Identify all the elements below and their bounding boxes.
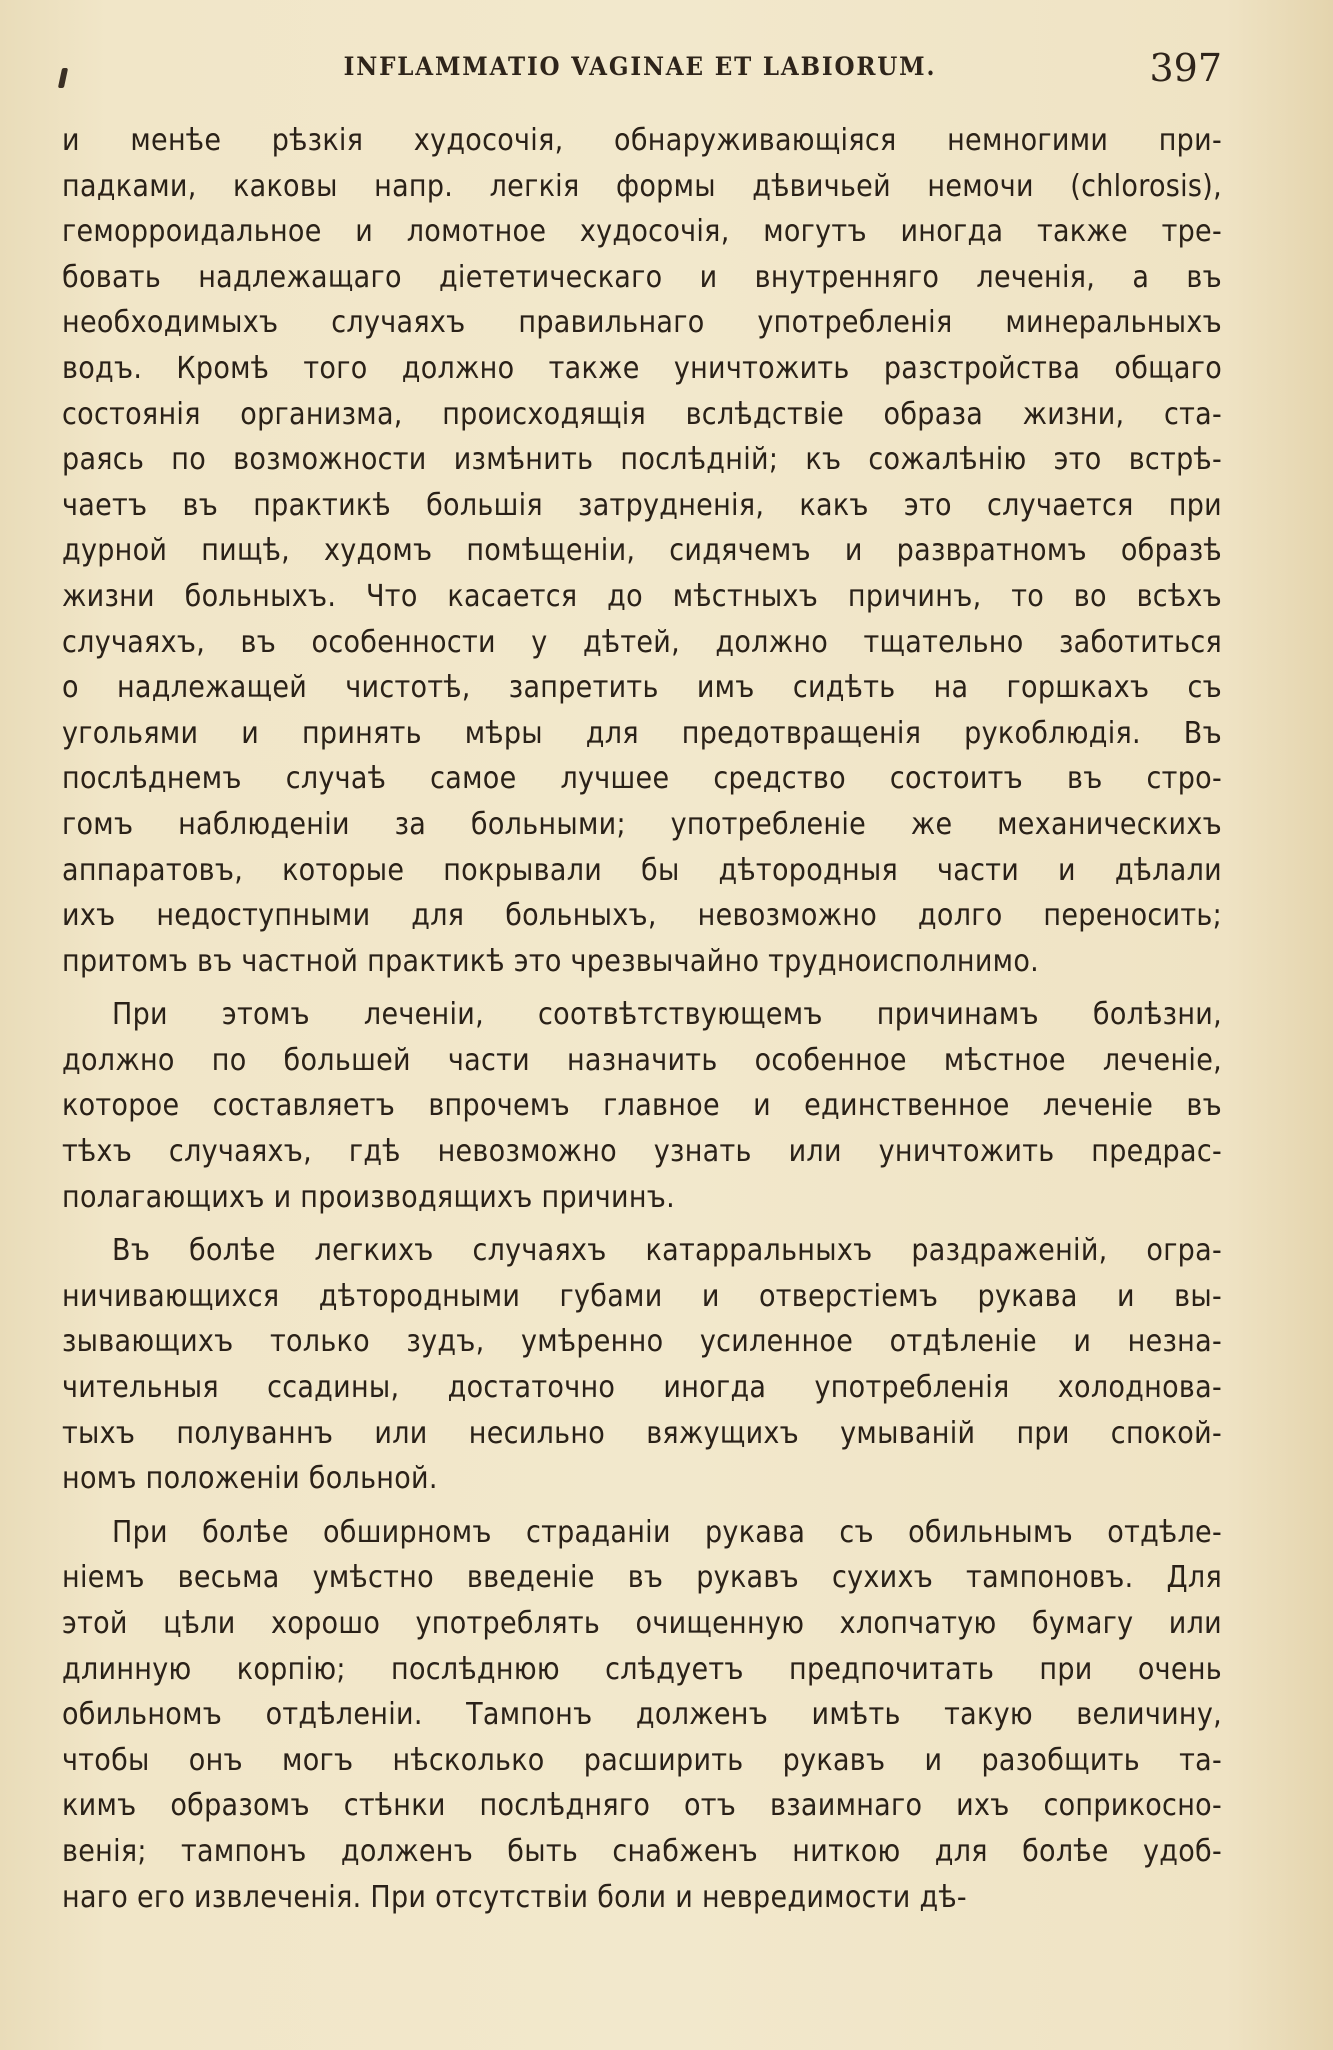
text-line: Въ болѣе легкихъ случаяхъ катарральныхъ раздраженій, огра- xyxy=(112,1233,1222,1269)
text-line: и менѣе рѣзкія худосочія, обнаруживающіяся немногими при- xyxy=(62,123,1222,158)
text-line: чтобы онъ могъ нѣсколько расширить рукавъ и разобщить та- xyxy=(62,1742,1222,1778)
text-line: аппаратовъ, которые покрывали бы дѣтородныя части и дѣлали xyxy=(62,852,1222,888)
text-line: номъ положеніи больной. xyxy=(62,1461,438,1497)
text-line: тыхъ полуваннъ или несильно вяжущихъ умываній при спокой- xyxy=(62,1415,1222,1451)
text-line: притомъ въ частной практикѣ это чрезвычайно трудноисполнимо. xyxy=(62,943,1040,979)
paragraph xyxy=(62,118,1222,984)
paragraph-gap xyxy=(62,1220,1222,1228)
text-line: геморроидальное и ломотное худосочія, могутъ иногда также тре- xyxy=(62,214,1222,250)
text-line: При этомъ леченіи, соотвѣтствующемъ причинамъ болѣзни, xyxy=(112,997,1222,1033)
text-line: случаяхъ, въ особенности у дѣтей, должно тщательно заботиться xyxy=(62,624,1222,660)
text-line: тѣхъ случаяхъ, гдѣ невозможно узнать или уничтожить предрас- xyxy=(62,1134,1222,1170)
text-line: необходимыхъ случаяхъ правильнаго употребленія минеральныхъ xyxy=(62,305,1222,341)
text-line: наго его извлеченія. При отсутствіи боли и невредимости дѣ- xyxy=(62,1879,967,1915)
text-line: жизни больныхъ. Что касается до мѣстныхъ причинъ, то во всѣхъ xyxy=(62,578,1222,614)
running-header xyxy=(60,46,1220,96)
ink-mark xyxy=(58,68,68,88)
text-line: полагающихъ и производящихъ причинъ. xyxy=(62,1179,676,1215)
text-line: раясь по возможности измѣнить послѣдній; къ сожалѣнію это встрѣ- xyxy=(62,442,1222,478)
text-line: водъ. Кромѣ того должно также уничтожить разстройства общаго xyxy=(62,350,1222,386)
text-line: о надлежащей чистотѣ, запретить имъ сидѣть на горшкахъ съ xyxy=(62,670,1222,706)
text-line: ихъ недоступными для больныхъ, невозможно долго переносить; xyxy=(62,898,1222,934)
paragraph xyxy=(62,992,1222,1220)
text-line: которое составляетъ впрочемъ главное и единственное леченіе въ xyxy=(62,1088,1222,1124)
text-line: бовать надлежащаго діететическаго и внутренняго леченія, а въ xyxy=(62,259,1222,295)
text-line: угольями и принять мѣры для предотвращенія рукоблюдія. Въ xyxy=(62,715,1222,751)
text-line: состоянія организма, происходящія вслѣдствіе образа жизни, ста- xyxy=(62,396,1222,432)
paragraph xyxy=(62,1510,1222,1920)
paragraph-gap xyxy=(62,1502,1222,1510)
text-line: послѣднемъ случаѣ самое лучшее средство состоитъ въ стро- xyxy=(62,761,1222,797)
text-line: падками, каковы напр. легкія формы дѣвичьей немочи (chlorosis), xyxy=(62,168,1222,204)
paragraph-gap xyxy=(62,984,1222,992)
text-line: этой цѣли хорошо употреблять очищенную хлопчатую бумагу или xyxy=(62,1606,1222,1641)
text-line: кимъ образомъ стѣнки послѣдняго отъ взаимнаго ихъ соприкосно- xyxy=(62,1788,1222,1824)
page-number: 397 xyxy=(1149,46,1222,90)
text-line: чаетъ въ практикѣ большія затрудненія, какъ это случается при xyxy=(62,487,1222,523)
text-line: гомъ наблюденіи за больными; употребленіе же механическихъ xyxy=(62,806,1222,842)
paragraph xyxy=(62,1228,1222,1502)
text-line: должно по большей части назначить особенное мѣстное леченіе, xyxy=(62,1042,1222,1078)
text-line: длинную корпію; послѣднюю слѣдуетъ предпочитать при очень xyxy=(62,1651,1222,1687)
text-line: чительныя ссадины, достаточно иногда употребленія холоднова- xyxy=(62,1370,1222,1406)
text-line: дурной пищѣ, худомъ помѣщеніи, сидячемъ и развратномъ образѣ xyxy=(62,533,1222,569)
text-line: обильномъ отдѣленіи. Тампонъ долженъ имѣть такую величину, xyxy=(62,1697,1222,1733)
text-line: ничивающихся дѣтородными губами и отверстіемъ рукава и вы- xyxy=(62,1278,1222,1314)
text-line: венія; тампонъ долженъ быть снабженъ ниткою для болѣе удоб- xyxy=(62,1833,1222,1869)
body-text xyxy=(62,118,1222,1920)
text-line: зывающихъ только зудъ, умѣренно усиленное отдѣленіе и незна- xyxy=(62,1324,1222,1360)
running-title: INFLAMMATIO VAGINAE ET LABIORUM. xyxy=(343,52,937,81)
text-line: При болѣе обширномъ страданіи рукава съ обильнымъ отдѣле- xyxy=(112,1514,1222,1550)
text-line: ніемъ весьма умѣстно введеніе въ рукавъ сухихъ тампоновъ. Для xyxy=(62,1560,1222,1596)
